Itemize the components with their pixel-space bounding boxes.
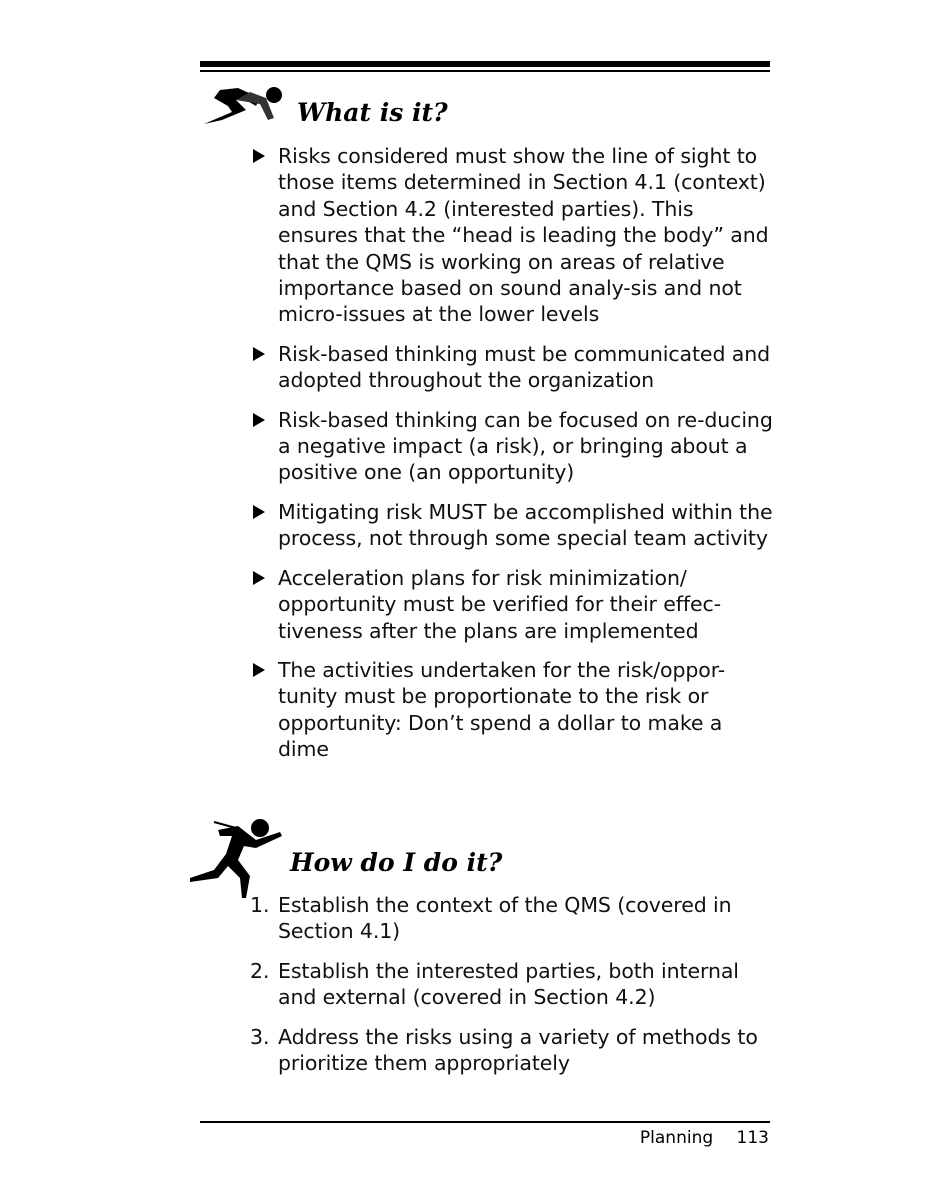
top-rule-thick [200, 61, 770, 67]
footer-section-name: Planning [639, 1128, 714, 1148]
triangle-bullet-icon [253, 505, 265, 519]
bullet-item: Mitigating risk MUST be accomplished within the process, not through some special team activity [252, 499, 777, 552]
hurdler-icon [202, 84, 286, 128]
how-do-i-do-it-heading: How do I do it? [290, 848, 503, 877]
bullet-item: Risk-based thinking must be communicated and adopted throughout the organization [252, 341, 777, 394]
how-do-i-do-it-steps [248, 892, 778, 1089]
top-rule-thin [200, 70, 770, 72]
triangle-bullet-icon [253, 413, 265, 427]
bullet-item: Acceleration plans for risk minimization/ opportunity must be verified for their effec-tiveness after the plans are implemented [252, 565, 777, 644]
bullet-item: The activities undertaken for the risk/oppor-tunity must be proportionate to the risk or opportunity: Don’t spend a dollar to make a dime [252, 657, 777, 763]
step-item: 2. Establish the interested parties, both internal and external (covered in Section 4.2) [250, 958, 739, 1010]
bullet-item: Risks considered must show the line of sight to those items determined in Section 4.1 (context) and Section 4.2 (interested parties). This ensures that the “head is leading the body” and that the QMS is working on areas of relative importance based on sound analy-sis and not micro-issues at the lower levels [252, 143, 777, 328]
triangle-bullet-icon [253, 149, 265, 163]
what-is-it-heading: What is it? [297, 98, 448, 127]
runner-icon [188, 818, 288, 900]
page-number: 113 [736, 1128, 769, 1148]
triangle-bullet-icon [253, 663, 265, 677]
step-item: 1. Establish the context of the QMS (covered in Section 4.1) [250, 893, 732, 944]
what-is-it-bullets [252, 143, 777, 776]
triangle-bullet-icon [253, 347, 265, 361]
step-item: 3. Address the risks using a variety of methods to prioritize them appropriately [250, 1024, 758, 1076]
bullet-item: Risk-based thinking can be focused on re-ducing a negative impact (a risk), or bringing about a positive one (an opportunity) [252, 407, 777, 486]
triangle-bullet-icon [253, 571, 265, 585]
bottom-rule [200, 1121, 770, 1123]
page-footer [640, 1127, 769, 1149]
